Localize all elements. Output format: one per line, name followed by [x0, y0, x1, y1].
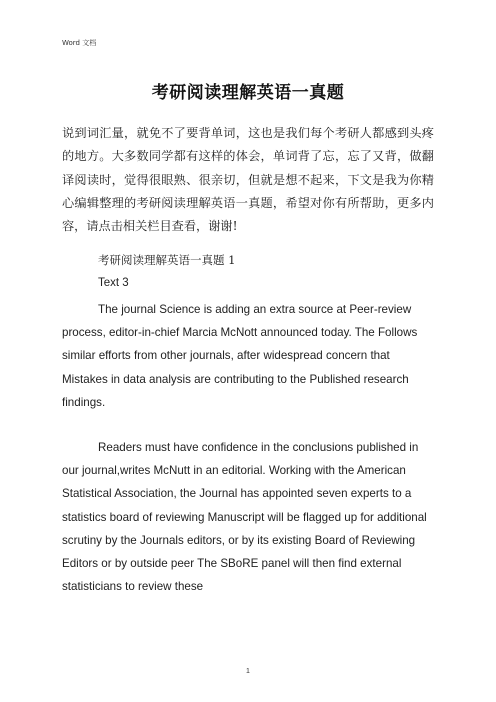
body-paragraph-1: The journal Science is adding an extra source at Peer-review process, editor-in-chief Marcia McNott announced today. The Follows similar efforts from other journals, after widespread concern that Mistakes in data analysis are contributing to the Published research findings. — [62, 303, 418, 409]
document-title: 考研阅读理解英语一真题 — [151, 83, 345, 103]
intro-paragraph: 说到词汇量，就免不了要背单词，这也是我们每个考研人都感到头疼的地方。大多数同学都有这样的体会，单词背了忘，忘了又背，做翻译阅读时，觉得很眼熟、很亲切，但就是想不起来，下文是我为你精心编辑整理的考研阅读理解英语一真题，希望对你有所帮助，更多内容，请点击相关栏目查看，谢谢! — [62, 126, 434, 234]
header-label: Word 文档 — [62, 39, 97, 47]
page-number: 1 — [246, 668, 250, 675]
section-heading: 考研阅读理解英语一真题 1 — [98, 253, 236, 267]
body-paragraph-2: Readers must have confidence in the conclusions published in our journal,writes McNutt in an editorial. Working with the American Statistical Association, the Journal has appointed seven experts to a statistics board of reviewing Manuscript will be flagged up for additional scrutiny by the Journals editors, or by its existing Board of Reviewing Editors or by outside peer The SBoRE panel will then find external statisticians to review these — [62, 441, 427, 594]
text-label: Text 3 — [98, 277, 129, 289]
